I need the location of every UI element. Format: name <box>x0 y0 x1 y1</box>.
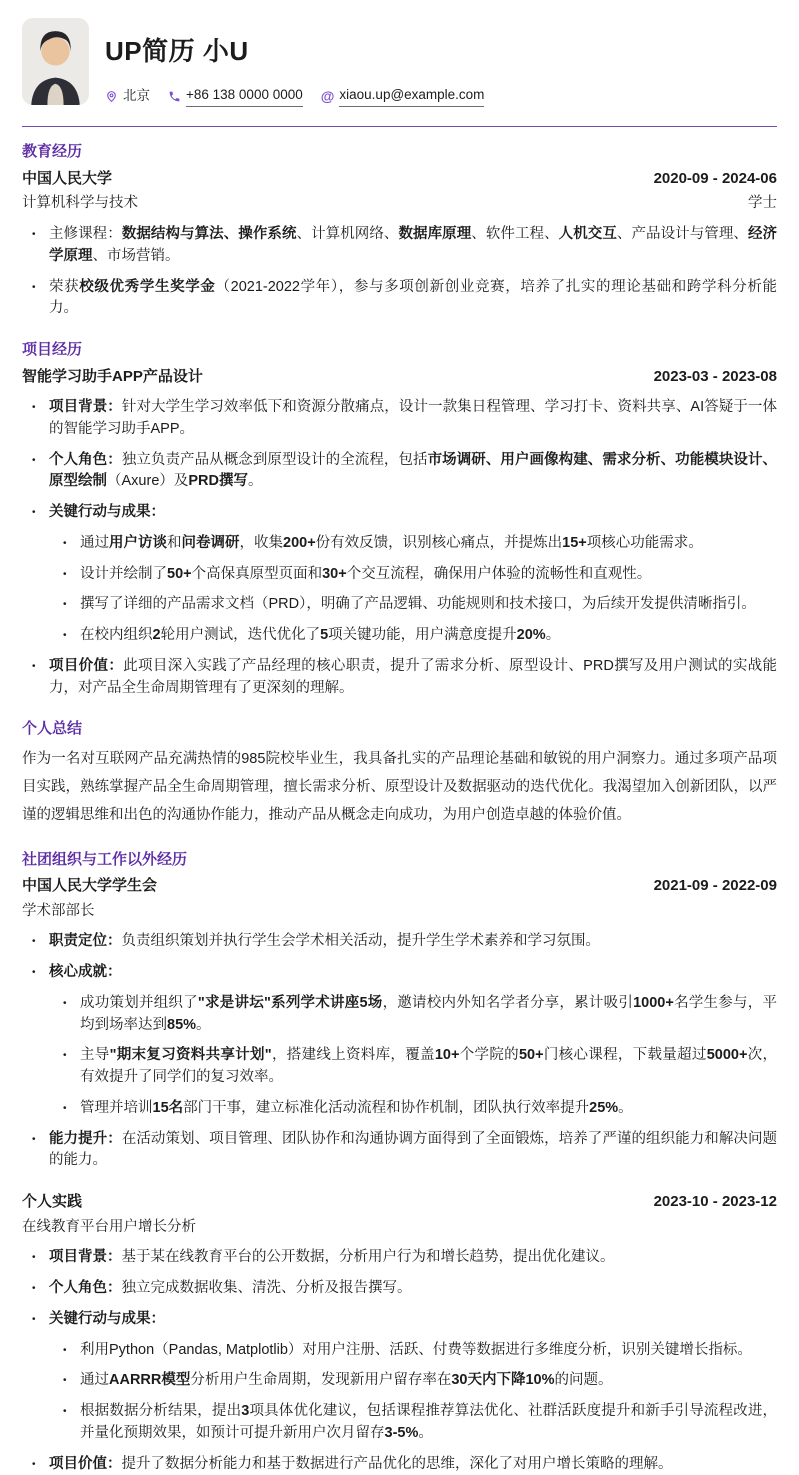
text: 分析用户生命周期，发现新用户留存率在 <box>190 1372 452 1389</box>
bullet-text <box>49 1129 777 1173</box>
bullet-item <box>63 1370 777 1392</box>
text: 轮用户测试，迭代优化了 <box>160 627 321 643</box>
text: 基于某在线教育平台的公开数据，分析用户行为和增长趋势，提出优化建议。 <box>121 1249 615 1266</box>
bullet-text <box>80 993 777 1037</box>
bold-text: 200+ <box>283 534 316 551</box>
bold-text: 项目价值： <box>49 1455 122 1472</box>
entry <box>22 875 777 1172</box>
entry-header-row <box>22 366 777 389</box>
bullet-item <box>32 1129 777 1173</box>
text: 通过 <box>80 534 109 551</box>
bold-text: 个人角色： <box>49 1280 122 1297</box>
entry-date: 2023-03 - 2023-08 <box>653 367 777 385</box>
section-title: 教育经历 <box>22 143 83 161</box>
bullet-item <box>32 931 777 953</box>
bullet-text <box>49 1247 777 1269</box>
bullet-text <box>49 931 777 953</box>
bold-text: 15+ <box>562 534 587 551</box>
bullet-item <box>32 502 777 524</box>
bullet-item <box>32 1247 777 1269</box>
bullet-text <box>80 1098 777 1120</box>
bullet-item <box>32 277 777 321</box>
entry-heading: 中国人民大学学生会 <box>22 877 158 895</box>
text: 、市场营销。 <box>92 247 180 264</box>
section-title: 社团组织与工作以外经历 <box>22 850 188 868</box>
bullet-text <box>49 502 777 524</box>
bullet-item <box>63 1045 777 1089</box>
bullet-dot: • <box>63 997 67 1009</box>
contact-email[interactable] <box>321 85 485 107</box>
profile-photo-image <box>22 18 89 105</box>
entry-subheading: 在线教育平台用户增长分析 <box>22 1218 196 1235</box>
contact-phone[interactable] <box>168 85 303 107</box>
section-projects <box>22 339 777 699</box>
bullet-item <box>32 224 777 268</box>
bullet-item <box>63 625 777 647</box>
text: 通过 <box>80 1372 109 1389</box>
bullet-text <box>80 1370 777 1392</box>
bullet-text <box>49 224 777 268</box>
bullet-dot: • <box>63 1375 67 1387</box>
text: 撰写了详细的产品需求文档（PRD），明确了产品逻辑、功能规则和技术接口，为后续开发提供清晰指引。 <box>80 596 756 613</box>
entry <box>22 366 777 700</box>
bullet-item <box>32 656 777 700</box>
bullet-item <box>63 1340 777 1362</box>
entry-heading: 中国人民大学 <box>22 169 113 187</box>
bullet-dot: • <box>63 1050 67 1062</box>
bold-text: 85% <box>167 1016 197 1033</box>
entry <box>22 168 777 320</box>
bullet-text <box>49 397 777 441</box>
bullet-text <box>49 277 777 321</box>
text: 。 <box>545 627 561 643</box>
bold-text: 3 <box>241 1403 250 1420</box>
bold-text: 校级优秀学生奖学金 <box>79 278 216 295</box>
bold-text: 10+ <box>434 1047 460 1064</box>
bullet-item <box>32 397 777 441</box>
bullet-text <box>80 1401 777 1445</box>
bullet-dot: • <box>63 537 67 549</box>
text: 次，有效提升了同学们的复习效率。 <box>80 1047 778 1086</box>
bullet-dot: • <box>32 1133 36 1145</box>
entry-date: 2020-09 - 2024-06 <box>653 169 777 187</box>
bullet-item <box>63 533 777 555</box>
bullet-dot: • <box>32 1313 36 1325</box>
bullet-dot: • <box>32 1283 36 1295</box>
text: 项核心功能需求。 <box>586 534 703 551</box>
bold-text: 能力提升： <box>49 1130 122 1147</box>
text: 主修课程： <box>49 226 122 242</box>
bullet-text <box>80 533 777 555</box>
text: 负责组织策划并执行学生会学术相关活动，提升学生学术素养和学习氛围。 <box>121 933 600 950</box>
bullet-item <box>32 1309 777 1331</box>
bold-text: 50+ <box>167 565 192 582</box>
section-summary <box>22 718 777 829</box>
entry-degree: 学士 <box>748 195 777 212</box>
bullet-dot: • <box>63 1406 67 1418</box>
text: 提升了数据分析能力和基于数据进行产品优化的思维，深化了对用户增长策略的理解。 <box>121 1455 673 1472</box>
bullet-dot: • <box>32 967 36 979</box>
text: 。 <box>418 1424 433 1441</box>
bullet-dot: • <box>32 281 36 293</box>
bullet-text <box>80 564 777 586</box>
text: 独立完成数据收集、清洗、分析及报告撰写。 <box>121 1280 412 1297</box>
bold-text: 1000+ <box>633 994 674 1011</box>
bold-text: 30天内下降10% <box>451 1372 555 1389</box>
bullet-text <box>49 962 777 984</box>
bullet-dot: • <box>63 1102 67 1114</box>
bold-text: 30+ <box>322 565 347 582</box>
text: 在校内组织 <box>80 627 153 643</box>
location-pin-icon <box>105 90 118 103</box>
bullet-text <box>80 1340 777 1362</box>
bullet-item <box>63 594 777 616</box>
text: 。 <box>248 473 263 490</box>
bold-text: 5 <box>320 627 329 643</box>
text: 个高保真原型页面和 <box>191 565 323 582</box>
bullet-dot: • <box>63 1344 67 1356</box>
bullet-dot: • <box>32 660 36 672</box>
bullet-text <box>80 594 777 616</box>
text: 、软件工程、 <box>471 226 559 242</box>
text: 项关键功能，用户满意度提升 <box>328 627 517 643</box>
bullet-dot: • <box>63 599 67 611</box>
bold-text: "期末复习资料共享计划" <box>109 1047 272 1064</box>
text: 根据数据分析结果，提出 <box>80 1403 242 1420</box>
bold-text: 核心成就： <box>49 964 122 981</box>
section-title: 项目经历 <box>22 341 83 358</box>
text: 门核心课程，下载量超过 <box>543 1047 707 1064</box>
contact-phone-text: +86 138 0000 0000 <box>186 85 303 107</box>
entry-subheading: 计算机科学与技术 <box>22 195 138 212</box>
bullet-dot: • <box>32 507 36 518</box>
bullet-dot: • <box>32 936 36 948</box>
bullet-dot: • <box>63 630 67 641</box>
text: 部门干事，建立标准化活动流程和协作机制，团队执行效率提升 <box>183 1099 590 1116</box>
bold-text: 关键行动与成果： <box>49 1310 165 1327</box>
bold-text: 15名 <box>152 1099 184 1116</box>
bold-text: 职责定位： <box>49 933 122 950</box>
entry-subheader-row <box>22 1217 777 1239</box>
bold-text: 人机交互 <box>558 226 617 242</box>
text: 和 <box>167 534 182 551</box>
bullet-dot: • <box>32 1458 36 1470</box>
bullet-item <box>63 1401 777 1445</box>
bullet-dot: • <box>32 454 36 466</box>
bold-text: 市场调研、用户画像构建、需求分析、功能模块设计、原型绘制 <box>49 451 778 490</box>
entry-header-row <box>22 875 777 898</box>
text: 设计并绘制了 <box>80 565 167 582</box>
bullet-item <box>63 564 777 586</box>
at-sign-icon: @ <box>320 88 335 105</box>
resume-body <box>22 141 777 1475</box>
bold-text: "求是讲坛"系列学术讲座5场 <box>197 994 383 1011</box>
text: 利用Python（Pandas, Matplotlib）对用户注册、活跃、付费等数据进行多维度分析，识别关键增长指标。 <box>80 1341 752 1358</box>
bold-text: 3-5% <box>384 1424 419 1441</box>
entry-heading: 个人实践 <box>22 1193 83 1211</box>
bullet-text <box>49 1309 777 1331</box>
text: 项具体优化建议，包括课程推荐算法优化、社群活跃度提升和新手引导流程改进，并量化预期效果，如预计可提升新用户次月留存 <box>80 1403 778 1441</box>
text: 在活动策划、项目管理、团队协作和沟通协调方面得到了全面锻炼，培养了严谨的组织能力和解决问题的能力。 <box>49 1130 778 1169</box>
text: 主导 <box>80 1047 110 1064</box>
text: 此项目深入实践了产品经理的核心职责，提升了需求分析、原型设计、PRD撰写及用户测试的实战能力，对产品全生命周期管理有了更深刻的理解。 <box>49 657 777 696</box>
bold-text: 关键行动与成果： <box>49 504 165 520</box>
resume-header <box>22 18 777 107</box>
entry-heading: 智能学习助手APP产品设计 <box>22 367 203 385</box>
text: ，搭建线上资料库，覆盖 <box>271 1047 435 1064</box>
text: 名学生参与，平均到场率达到 <box>80 994 778 1033</box>
entry-date: 2023-10 - 2023-12 <box>653 1193 777 1211</box>
bold-text: 5000+ <box>706 1047 748 1064</box>
bullet-text <box>80 1045 777 1089</box>
text: 个交互流程，确保用户体验的流畅性和直观性。 <box>346 565 652 582</box>
entry-header-row <box>22 1191 777 1214</box>
bold-text: 项目背景： <box>49 399 122 415</box>
candidate-name: UP简历 小U <box>105 36 249 66</box>
contact-location <box>105 86 150 106</box>
summary-paragraph: 作为一名对互联网产品充满热情的985院校毕业生，我具备扎实的产品理论基础和敏锐的用户洞察力。通过多项产品项目实践，熟练掌握产品全生命周期管理，擅长需求分析、原型设计及数据驱动的迭代优化。我渴望加入创新团队，以严谨的逻辑思维和出色的沟通协作能力，推动产品从概念走向成功，为用户创造卓越的体验价值。 <box>22 750 777 824</box>
bold-text: 经济学原理 <box>49 226 778 264</box>
bold-text: 个人角色： <box>49 451 122 468</box>
text: 。 <box>196 1016 211 1033</box>
bullet-text <box>80 625 777 647</box>
bullet-item <box>32 1454 777 1475</box>
text: 个学院的 <box>459 1047 519 1064</box>
text: 的问题。 <box>554 1372 613 1389</box>
bold-text: 用户访谈 <box>109 534 167 551</box>
bullet-item <box>32 1278 777 1300</box>
entry-header-row <box>22 168 777 191</box>
text: 份有效反馈，识别核心痛点，并提炼出 <box>315 534 563 551</box>
entry <box>22 1191 777 1475</box>
text: 针对大学生学习效率低下和资源分散痛点，设计一款集日程管理、学习打卡、资料共享、AI答疑于一体的智能学习助手APP。 <box>49 399 777 437</box>
bullet-text <box>49 450 777 494</box>
section-practice <box>22 1191 777 1475</box>
bold-text: AARRR模型 <box>109 1372 191 1389</box>
bold-text: 20% <box>516 627 546 643</box>
contact-email-text: xiaou.up@example.com <box>339 85 484 107</box>
bold-text: 50+ <box>518 1047 544 1064</box>
text: 成功策划并组织了 <box>80 994 198 1011</box>
bullet-text <box>49 656 777 700</box>
bullet-dot: • <box>32 1252 36 1264</box>
entry-subheader-row <box>22 193 777 215</box>
bold-text: 项目价值： <box>49 657 124 674</box>
bold-text: PRD撰写 <box>188 473 249 490</box>
bold-text: 数据结构与算法、操作系统 <box>121 226 297 242</box>
text: 、产品设计与管理、 <box>616 226 748 242</box>
entry-subheader-row <box>22 901 777 923</box>
bold-text: 2 <box>152 627 161 643</box>
entry-subheading: 学术部部长 <box>22 902 95 919</box>
bold-text: 25% <box>589 1099 619 1116</box>
text: （2021-2022学年），参与多项创新创业竞赛，培养了扎实的理论基础和跨学科分析能力。 <box>49 278 778 317</box>
contact-row <box>105 85 484 107</box>
bold-text: 数据库原理 <box>398 226 472 242</box>
bullet-item <box>63 993 777 1037</box>
header-divider <box>22 126 777 127</box>
section-activities <box>22 849 777 1173</box>
text: ，收集 <box>239 534 283 551</box>
bold-text: 问卷调研 <box>181 534 240 551</box>
text: ，邀请校内外知名学者分享，累计吸引 <box>382 994 634 1011</box>
section-title: 个人总结 <box>22 720 83 738</box>
bullet-dot: • <box>32 402 36 413</box>
text: 独立负责产品从概念到原型设计的全流程，包括 <box>121 451 428 468</box>
bullet-item <box>63 1098 777 1120</box>
text: 荣获 <box>49 278 80 295</box>
bullet-item <box>32 962 777 984</box>
text: 管理并培训 <box>80 1099 153 1116</box>
bullet-dot: • <box>63 568 67 580</box>
text: （Axure）及 <box>107 473 189 490</box>
phone-icon <box>168 90 181 103</box>
bold-text: 项目背景： <box>49 1249 122 1266</box>
section-education <box>22 141 777 320</box>
contact-location-text: 北京 <box>123 88 150 103</box>
profile-photo <box>22 18 89 105</box>
bullet-text <box>49 1278 777 1300</box>
bullet-text <box>49 1454 777 1475</box>
bullet-item <box>32 450 777 494</box>
text: 、计算机网络、 <box>296 226 399 242</box>
text: 。 <box>618 1099 633 1116</box>
entry-date: 2021-09 - 2022-09 <box>653 877 777 895</box>
bullet-dot: • <box>32 229 36 240</box>
